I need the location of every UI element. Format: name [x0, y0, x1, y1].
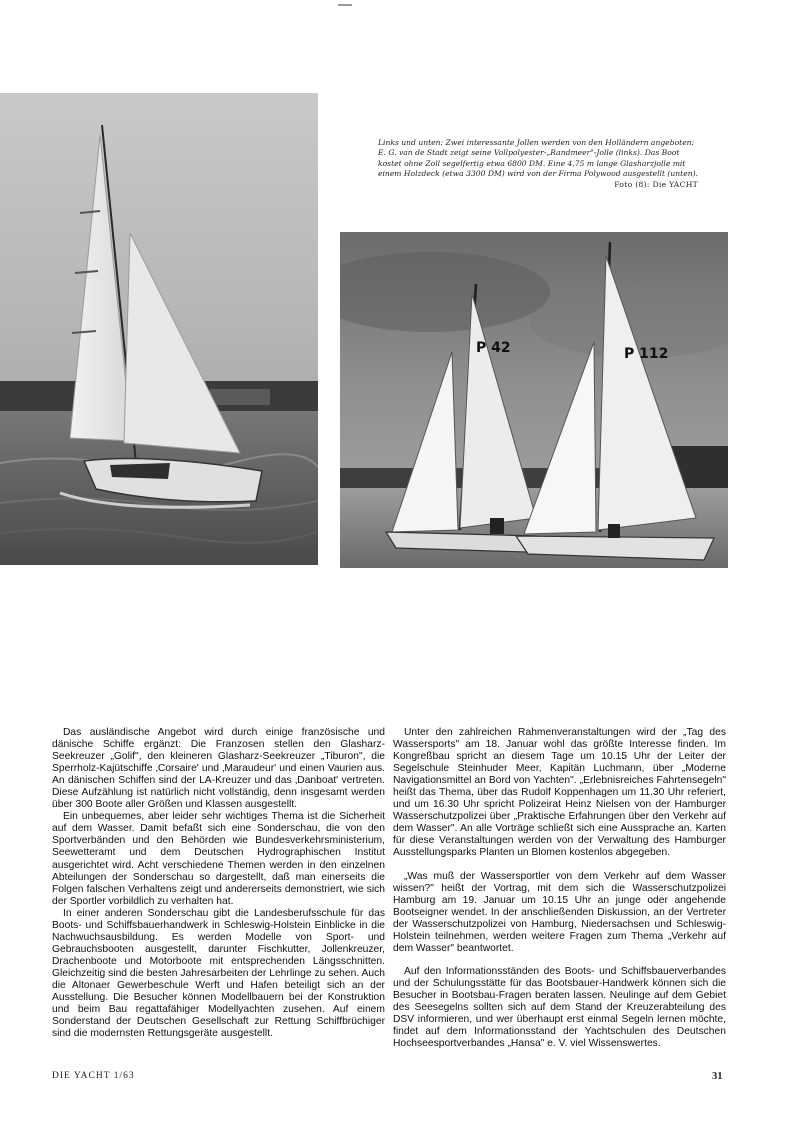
scan-mark	[338, 4, 352, 6]
photo-randmeer-dinghy	[0, 93, 318, 565]
sail-number-p112: P 112	[624, 346, 669, 362]
page-number: 31	[712, 1071, 723, 1082]
photo-credit: Foto (8): Die YACHT	[614, 179, 698, 189]
photo-caption	[378, 138, 698, 190]
paragraph-foreign-boats: Das ausländische Angebot wird durch einige französische und dänische Schiffe ergänzt: Die Franzosen stellen den Glasharz-Seekreuzer „Golif", den kleineren Glasharz-Seekreuzer „Tiburon", die Sperrholz-Kajütschiffe ‚Corsaire' und ‚Maraudeur' und einen Vaurien aus. An dänischen Schiffen sind der LA-Kreuzer und das ‚Danboat' vertreten. Diese Aufzählung ist natürlich nicht vollständig, denn insgesamt werden über 300 Boote aller Größen und Klassen ausgestellt.	[52, 727, 385, 811]
paragraph-water-police-talk: „Was muß der Wassersportler von dem Verkehr auf dem Wasser wissen?" heißt der Vortrag, mit dem sich die Wasserschutzpolizei Hamburg am 19. Januar um 10.15 Uhr an junge oder angehende Bootseigner wendet. In der anschließenden Diskussion, an der Vertreter der Wasserschutzpolizei von Hamburg, Niedersachsen und Schleswig-Holstein teilnehmen, werden weitere Fragen zum Thema „Verkehr auf dem Wasser" beantwortet.	[393, 870, 726, 954]
paragraph-vocational-school: In einer anderen Sonderschau gibt die Landesberufsschule für das Boots- und Schiffsbauerhandwerk in Schleswig-Holstein Einblicke in die Nachwuchsausbildung. Es werden Modelle von Sport- und Gebrauchsbooten ausgestellt, darunter Fischkutter, Jollenkreuzer, Drachenboote und Motorboote mit entsprechenden Längsschnitten. Gleichzeitig sind die besten Jahresarbeiten der Lehrlinge zu sehen. Auch die Altonaer Gewerbeschule Werft und Hafen beteiligt sich an der Ausstellung. Die Besucher können Modellbauern bei der Konstruktion und beim Bau regattafähiger Modellyachten zusehen. Auf einem Sonderstand der Deutschen Gesellschaft zur Rettung Schiffbrüchiger sind die modernsten Rettungsgeräte ausgestellt.	[52, 907, 385, 1040]
photo-polywood-dinghies	[340, 232, 728, 568]
paragraph-water-sports-day: Unter den zahlreichen Rahmenveranstaltungen wird der „Tag des Wassersports" am 18. Januar wohl das größte Interesse finden. Im Kongreßbau spricht an diesem Tage um 10.15 Uhr der Leiter der Segelschule Steinhuder Meer, Kapitän Luchmann, über „Moderne Navigationsmittel an Bord von Yachten". „Erlebnisreiches Fahrtensegeln" heißt das Thema, über das Rudolf Koppenhagen um 11.30 Uhr referiert, und um 16.30 Uhr spricht Polizeirat Heinz Nielsen von der Hamburger Wasserschutzpolizei über „Praktische Erfahrungen über den Verkehr auf dem Wasser". An alle Vorträge schließt sich eine Aussprache an. Karten für diese Veranstaltungen werden von der Verwaltung des Hamburger Ausstellungsparks Planten un Blomen kostenlos abgegeben.	[393, 727, 726, 859]
photo-polywood-dinghies-image	[340, 232, 728, 568]
magazine-issue-label: DIE YACHT 1/63	[52, 1071, 135, 1081]
photo-randmeer-dinghy-image	[0, 93, 318, 565]
caption-text: Links und unten: Zwei interessante Jollen werden von den Holländern angeboten: E. G. van de Stadt zeigt seine Vollpolyester-„Randmeer"-Jolle (links). Das Boot kostet ohne Zoll segelfertig etwa 6800 DM. Eine 4,75 m lange Glasharzjolle mit einem Holzdeck (etwa 3300 DM) wird von der Firma Polywood ausgestellt (unten).	[378, 138, 698, 179]
paragraph-information-stands: Auf den Informationsständen des Boots- und Schiffsbauerverbandes und der Schulungsstätte für das Bootsbauer-Handwerk können sich die Besucher in Bootsbau-Fragen beraten lassen. Neulinge auf dem Gebiet des Seesegelns sollten sich auf dem Stand der Kreuzerabteilung des DSV informieren, und wer überhaupt erst einmal Segeln lernen möchte, findet auf dem Informationsstand der Yachtschulen des Deutschen Hochseesportverbandes „Hansa" e. V. viel Wissenswertes.	[393, 965, 726, 1050]
article-column-right	[393, 727, 726, 1050]
sail-number-p42: P 42	[476, 340, 511, 356]
paragraph-safety-show: Ein unbequemes, aber leider sehr wichtiges Thema ist die Sicherheit auf dem Wasser. Damit befaßt sich eine Sonderschau, die von den Sportverbänden und den Behörden wie Bundesverkehrsministerium, Seewetteramt und dem Deutschen Hydrographischen Institut ausgerichtet wird. Acht verschiedene Themen werden in den einzelnen Abteilungen der Sonderschau so dargestellt, daß man einerseits die Folgen falschen Verhaltens zeigt und andererseits demonstriert, wie sich der Sportler vorbildlich zu verhalten hat.	[52, 811, 385, 907]
article-column-left	[52, 727, 385, 1040]
